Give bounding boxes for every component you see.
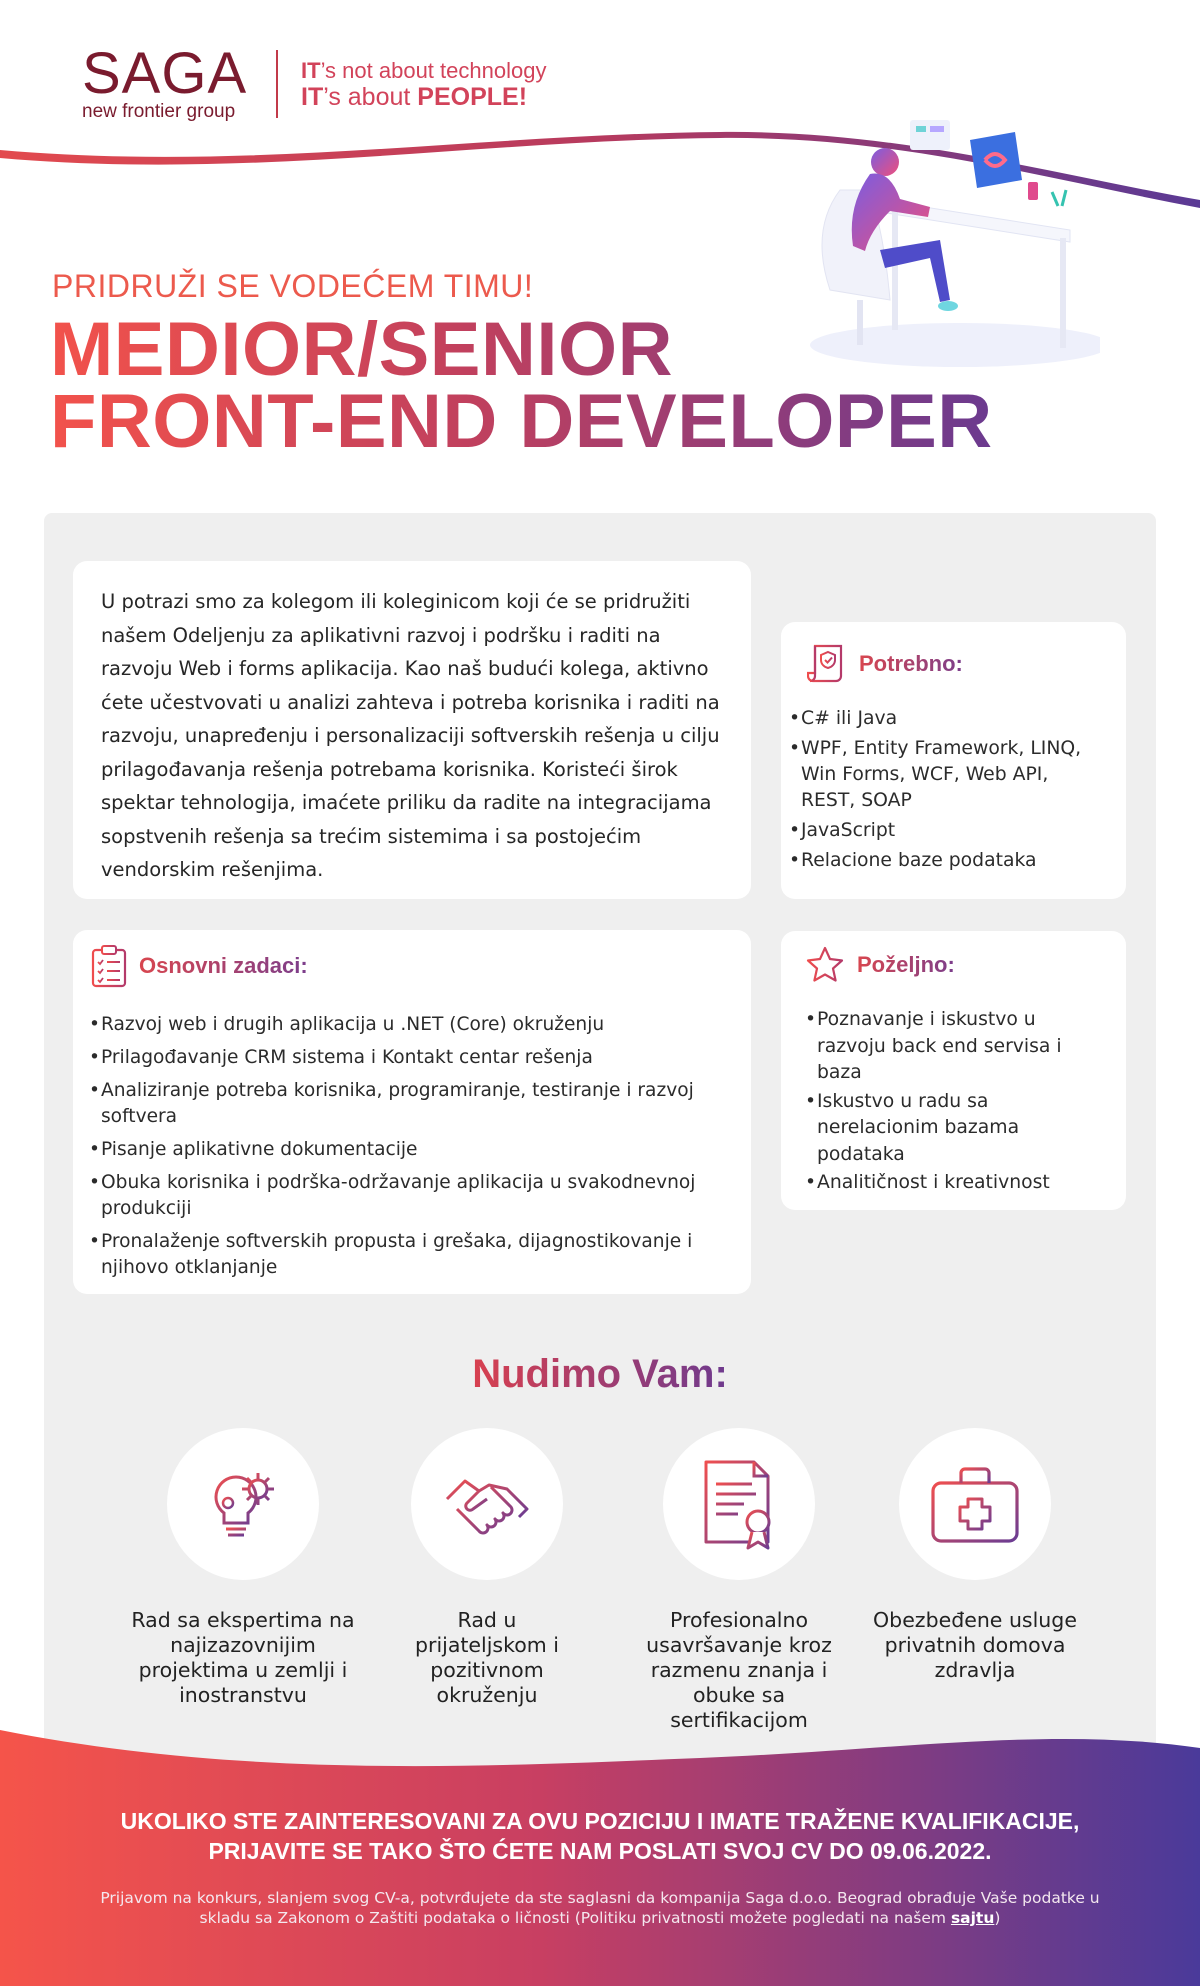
logo-subtitle: new frontier group — [82, 101, 236, 122]
tagline — [301, 58, 546, 110]
job-title-line1: MEDIOR/SENIOR — [50, 307, 673, 392]
list-item: • Analiziranje potreba korisnika, programiranje, testiranje i razvoj softvera — [89, 1078, 733, 1130]
list-item: • C# ili Java — [789, 706, 1108, 732]
list-item: • WPF, Entity Framework, LINQ, Win Forms, WCF, Web API, REST, SOAP — [789, 736, 1108, 814]
tasks-card — [73, 930, 751, 1294]
privacy-note-end: ) — [994, 1909, 1001, 1927]
logo-wordmark: SAGA — [82, 41, 248, 106]
job-title — [50, 307, 993, 464]
offer-title — [0, 1352, 1200, 1397]
benefit-friendly-environment — [372, 1428, 602, 1708]
logo-divider — [276, 50, 278, 118]
intro-card — [73, 561, 751, 899]
benefit-label: Rad sa ekspertima na najizazovnijim projektima u zemlji i inostranstvu — [131, 1608, 355, 1707]
benefit-private-healthcare — [860, 1428, 1090, 1683]
list-item: • Razvoj web i drugih aplikacija u .NET (Core) okruženju — [89, 1012, 733, 1038]
clipboard-checklist-icon — [91, 944, 127, 988]
benefit-icon-circle — [411, 1428, 563, 1580]
intro-text: U potrazi smo za kolegom ili koleginicom koji će se pridružiti našem Odeljenju za aplikativni razvoj i podršku i raditi na razvoju Web i forms aplikacija. Kao naš budući kolega, aktivno ćete učestvovati u analizi zahteva i potreba korisnika i raditi na razvoju, unapređenju i personalizaciji softverskih rešenja u cilju prilagođavanja rešenja potrebama korisnika. Koristeći širok spektar tehnologija, imaćete priliku da radite na integracijama sopstvenih rešenja sa trećim sistemima i sa postojećim vendorskim rešenjima. — [101, 590, 720, 881]
list-item: • JavaScript — [789, 818, 1108, 844]
nice-to-have-list — [805, 1007, 1108, 1197]
tagline-line2: ’s about — [323, 83, 418, 111]
list-item: • Pisanje aplikativne dokumentacije — [89, 1137, 733, 1163]
list-item: • Iskustvo u radu sa nerelacionim bazama podataka — [805, 1089, 1108, 1169]
tagline-people: PEOPLE! — [417, 83, 528, 111]
nice-to-have-title: Poželjno: — [857, 952, 955, 977]
benefit-professional-development — [624, 1428, 854, 1733]
tasks-list — [89, 1012, 733, 1281]
benefit-icon-circle — [663, 1428, 815, 1580]
privacy-policy-link[interactable]: sajtu — [950, 1909, 995, 1927]
requirements-title: Potrebno: — [859, 651, 963, 676]
list-item: • Prilagođavanje CRM sistema i Kontakt centar rešenja — [89, 1045, 733, 1071]
tagline-line1: ’s not about technology — [320, 58, 547, 83]
benefit-icon-circle — [167, 1428, 319, 1580]
certificate-icon — [694, 1454, 784, 1554]
tagline-it-1: IT — [301, 58, 321, 83]
handshake-icon — [437, 1459, 537, 1549]
job-title-line2: FRONT-END DEVELOPER — [50, 379, 993, 464]
privacy-note-text: Prijavom na konkurs, slanjem svog CV-a, potvrđujete da ste saglasni da kompanija Saga d.o.o. Beograd obrađuje Vaše podatke u skladu sa Zakonom o Zaštiti podataka o ličnosti (Politiku privatnosti možete pogledati na našem — [100, 1889, 1100, 1927]
privacy-note — [80, 1888, 1120, 1928]
nice-to-have-card — [781, 931, 1126, 1210]
cta-line1: UKOLIKO STE ZAINTERESOVANI ZA OVU POZICIJU I IMATE TRAŽENE KVALIFIKACIJE, — [120, 1808, 1080, 1834]
tagline-it-2: IT — [301, 83, 324, 111]
list-item: • Analitičnost i kreativnost — [805, 1170, 1108, 1197]
nice-to-have-header — [805, 945, 1108, 985]
list-item: • Poznavanje i iskustvo u razvoju back end servisa i baza — [805, 1007, 1108, 1087]
list-item: • Obuka korisnika i podrška-održavanje aplikacija u svakodnevnoj produkciji — [89, 1170, 733, 1222]
tasks-header — [91, 944, 733, 988]
requirements-header — [807, 642, 1108, 686]
benefit-label: Obezbeđene usluge privatnih domova zdravlja — [873, 1608, 1077, 1682]
first-aid-kit-icon — [925, 1459, 1025, 1549]
list-item: • Relacione baze podataka — [789, 848, 1108, 874]
offer-title-text: Nudimo Vam: — [472, 1352, 728, 1396]
company-logo — [82, 41, 252, 122]
cta-line2: PRIJAVITE SE TAKO ŠTO ĆETE NAM POSLATI SVOJ CV DO 09.06.2022. — [208, 1838, 992, 1864]
benefit-experts — [128, 1428, 358, 1708]
benefit-label: Profesionalno usavršavanje kroz razmenu znanja i obuke sa sertifikacijom — [646, 1608, 832, 1732]
benefit-icon-circle — [899, 1428, 1051, 1580]
tasks-title: Osnovni zadaci: — [139, 953, 308, 978]
list-item: • Pronalaženje softverskih propusta i grešaka, dijagnostikovanje i njihovo otklanjanje — [89, 1229, 733, 1281]
star-icon — [805, 945, 845, 985]
requirements-card — [781, 622, 1126, 899]
certificate-scroll-icon — [807, 642, 847, 686]
hero-kicker: PRIDRUŽI SE VODEĆEM TIMU! — [52, 268, 534, 304]
lightbulb-gear-icon — [198, 1459, 288, 1549]
requirements-list — [789, 706, 1108, 874]
benefit-label: Rad u prijateljskom i pozitivnom okruženju — [415, 1608, 559, 1707]
footer-call-to-action — [0, 1806, 1200, 1866]
